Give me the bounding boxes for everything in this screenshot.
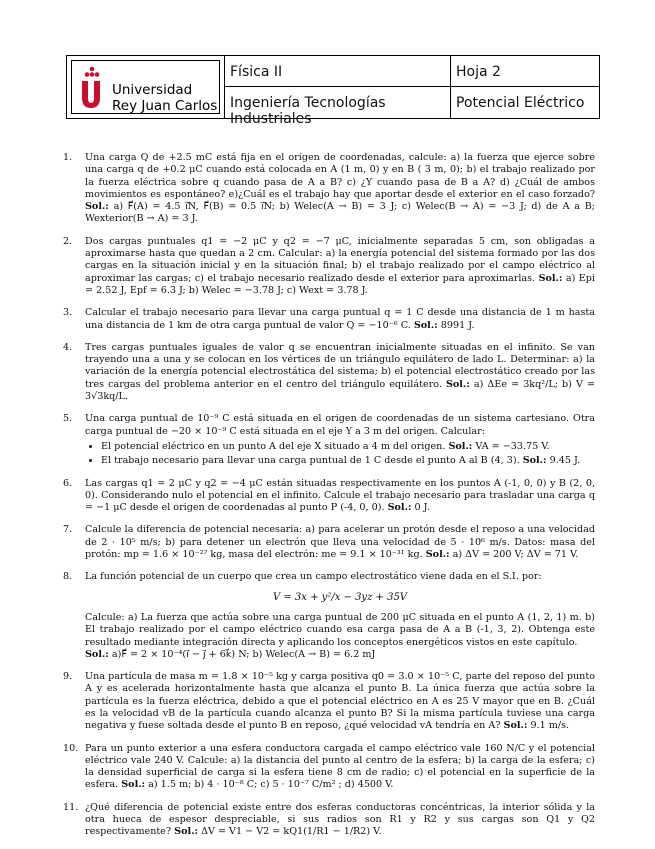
logo-text-line2: Rey Juan Carlos	[112, 98, 218, 114]
problem-text: Calcule la diferencia de potencial necesaria: a) para acelerar un protón desde el reposo a una velocidad de 2 · 10⁵ m/s; b) para detener un electrón que lleva una velocidad de 5 · 10⁶ m/s. Datos: masa del protón: mp = 1.6 × 10⁻²⁷ kg, masa del electrón: me = 9.1 × 10⁻³¹ kg.	[85, 524, 595, 561]
problem-number: 2.	[63, 235, 73, 247]
problem-number: 3.	[63, 307, 73, 319]
formula: V = 3x + y²/x − 3yz + 35V	[272, 591, 408, 603]
problem-number: 1.	[63, 152, 73, 163]
course-name: Física II	[230, 64, 283, 80]
bullet-text: El trabajo necesario para llevar una carga puntual de 1 C desde el punto A al B (4, 3).	[101, 455, 520, 467]
header-table	[66, 55, 600, 127]
problem-item	[63, 524, 595, 561]
logo-u-icon	[80, 81, 102, 109]
solution-text: 9.1 m/s.	[530, 720, 570, 732]
solution-text: 9.45 J.	[549, 455, 581, 467]
problem-item	[63, 413, 595, 467]
solution-text: a) 1.5 m; b) 4 · 10⁻⁸ C; c) 5 · 10⁻⁷ C/m² ; d) 4500 V.	[148, 779, 394, 791]
bullet-text: El potencial eléctrico en un punto A del eje X situado a 4 m del origen.	[101, 440, 446, 452]
problem-number: 11.	[63, 801, 79, 813]
problem-text: Una carga Q de +2.5 mC está fija en el origen de coordenadas, calcule: a) la fuerza que ejerce sobre una carga q de +0.2 μC cuando está colocada en A (1 m, 0) y en B ( 3 m, 0); b) el trabajo realizado por la fuerza eléctrica sobre q cuando pasa de A a B? c) ¿Y cuando pasa de B a A? d) ¿Cuál de ambos movimientos es espontáneo? e)¿Cuál es el trabajo hay que aportar desde el exterior en el caso forzado?	[85, 152, 595, 200]
problem-number: 10.	[63, 742, 79, 754]
problem-item	[63, 743, 595, 792]
problem-item	[63, 671, 595, 732]
problem-text: La función potencial de un cuerpo que crea un campo electrostático viene dada en el S.I. por:	[85, 571, 542, 583]
problem-text-continued: Calcule: a) La fuerza que actúa sobre una carga puntual de 200 μC situada en el punto A (1, 2, 1) m. b) El trabajo realizado por el campo eléctrico cuando esa carga pasa de A a B (-1, 3, 2). Obtenga este resultado mediante integración directa y aplicando los conceptos energéticos vistos en este capítulo.	[85, 611, 595, 648]
problem-number: 7.	[63, 524, 73, 536]
solution-label: Sol.:	[174, 826, 198, 838]
problem-text: Calcular el trabajo necesario para llevar una carga puntual q = 1 C desde una distancia de 1 m hasta una distancia de 1 km de otra carga puntual de valor Q = −10⁻⁶ C.	[85, 307, 595, 331]
solution-text: VA = −33.75 V.	[475, 440, 550, 452]
solution-text: 0 J.	[414, 502, 430, 514]
problem-number: 8.	[63, 571, 73, 583]
university-logo	[71, 60, 220, 114]
problem-number: 5.	[63, 413, 73, 425]
solution-label: Sol.:	[522, 455, 547, 467]
solution-text: a) Epi = 2.52 J, Epf = 6.3 J; b) Welec = −3.78 J; c) Wext = 3.78 J.	[85, 272, 595, 296]
solution-label: Sol.:	[85, 648, 109, 660]
solution-label: Sol.:	[445, 378, 470, 390]
solution-text: ΔV = V1 − V2 = kQ1(1/R1 − 1/R2) V.	[201, 826, 382, 838]
problem-text: Una partícula de masa m = 1.8 × 10⁻⁵ kg y carga positiva q0 = 3.0 × 10⁻⁵ C, parte del reposo del punto A y es acelerada horizontalmente hasta que alcanza el punto B. La única fuerza que actúa sobre la partícula es la fuerza eléctrica, debido a que el potencial eléctrico en A es 25 V mayor que en B. ¿Cuál es la velocidad vB de la partícula cuando alcanza el punto B? Si la misma partícula tuviese una carga negativa y fuese soltada desde el punto B en reposo, ¿qué velocidad vA tendría en A?	[85, 671, 595, 732]
logo-text-line1: Universidad	[112, 82, 193, 98]
solution-text: a) ΔEe = 3kq²/L; b) V = 3√3kq/L.	[85, 378, 595, 403]
solution-label: Sol.:	[85, 201, 109, 213]
solution-label: Sol.:	[538, 272, 563, 284]
solution-label: Sol.:	[387, 502, 412, 514]
problem-item	[63, 236, 595, 297]
solution-label: Sol.:	[425, 549, 450, 561]
solution-label: Sol.:	[503, 720, 528, 732]
sheet-cell	[451, 56, 599, 118]
solution-label: Sol.:	[121, 779, 146, 791]
problem-item	[63, 802, 595, 839]
sheet-number: Hoja 2	[456, 64, 501, 80]
sheet-topic: Potencial Eléctrico	[456, 95, 585, 111]
problem-number: 9.	[63, 671, 73, 683]
solution-text: a) ΔV = 200 V; ΔV = 71 V.	[452, 549, 579, 561]
degree-name: Ingeniería Tecnologías Industriales	[230, 95, 386, 127]
bullet-item	[101, 455, 595, 467]
problem-number: 6.	[63, 477, 73, 489]
problem-text: Tres cargas puntuales iguales de valor q se encuentran inicialmente situadas en el infinito. Se van trayendo una a una y se colocan en los vértices de un triángulo equilátero de lado L. Determinar: a) la variación de la energía potencial electrostática del sistema; b) el potencial electrostático creado por las tres cargas del problema anterior en el centro del triángulo equilátero.	[85, 341, 595, 390]
problem-item	[63, 571, 595, 661]
problem-item	[63, 342, 595, 403]
logo-cell	[67, 56, 225, 118]
solution-text: a)F⃗ = 2 × 10⁻⁴(i⃗ − j⃗ + 6k⃗) N; b) Welec(A → B) = 6.2 mJ	[111, 648, 376, 660]
problem-item	[63, 307, 595, 332]
problem-text: Para un punto exterior a una esfera conductora cargada el campo eléctrico vale 160 N/C y el potencial eléctrico vale 240 V. Calcule: a) la distancia del punto al centro de la esfera; b) la carga de la esfera; c) la densidad superficial de carga si la esfera tiene 8 cm de radio; c) el potencial en la superficie de la esfera.	[85, 742, 595, 791]
problem-text: ¿Qué diferencia de potencial existe entre dos esferas conductoras concéntricas, la interior sólida y la otra hueca de espesor despreciable, si sus radios son R1 y R2 y sus cargas son Q1 y Q2 respectivamente?	[85, 801, 595, 838]
problem-text: Una carga puntual de 10⁻⁹ C está situada en el origen de coordenadas de un sistema cartesiano. Otra carga puntual de −20 × 10⁻⁹ C está situada en el eje Y a 3 m del origen. Calcular:	[85, 413, 595, 437]
problem-item	[63, 478, 595, 515]
solution-label: Sol.:	[413, 319, 438, 331]
logo-dots-icon	[83, 66, 101, 80]
bullet-list	[85, 441, 595, 468]
problem-item	[63, 152, 595, 226]
problem-text: Dos cargas puntuales q1 = −2 μC y q2 = −7 μC, inicialmente separadas 5 cm, son obligadas a aproximarse hasta que quedan a 2 cm. Calcular: a) la energía potencial del sistema formado por las dos cargas en la situación inicial y en la situación final; b) el trabajo realizado por el campo eléctrico al aproximar las cargas; c) el trabajo necesario realizado desde el exterior para aproximarlas.	[85, 235, 595, 284]
problem-number: 4.	[63, 341, 73, 353]
solution-text: a) F⃗(A) = 4.5 i⃗N, F⃗(B) = 0.5 i⃗N; b) Welec(A → B) = 3 J; c) Welec(B → A) = −3 J; d) de A a B; Wexterior(B → A) = 3 J.	[85, 201, 595, 225]
solution-text: 8991 J.	[440, 319, 475, 331]
problem-list	[63, 152, 595, 849]
course-cell	[225, 56, 451, 127]
bullet-item	[101, 441, 595, 453]
problem-text: Las cargas q1 = 2 μC y q2 = −4 μC están situadas respectivamente en los puntos A (-1, 0, 0) y B (2, 0, 0). Considerando nulo el potencial en el infinito. Calcule el trabajo necesario para trasladar una carga q = −1 μC desde el origen de coordenadas al punto P (-4, 0, 0).	[85, 477, 595, 514]
solution-label: Sol.:	[448, 440, 473, 452]
